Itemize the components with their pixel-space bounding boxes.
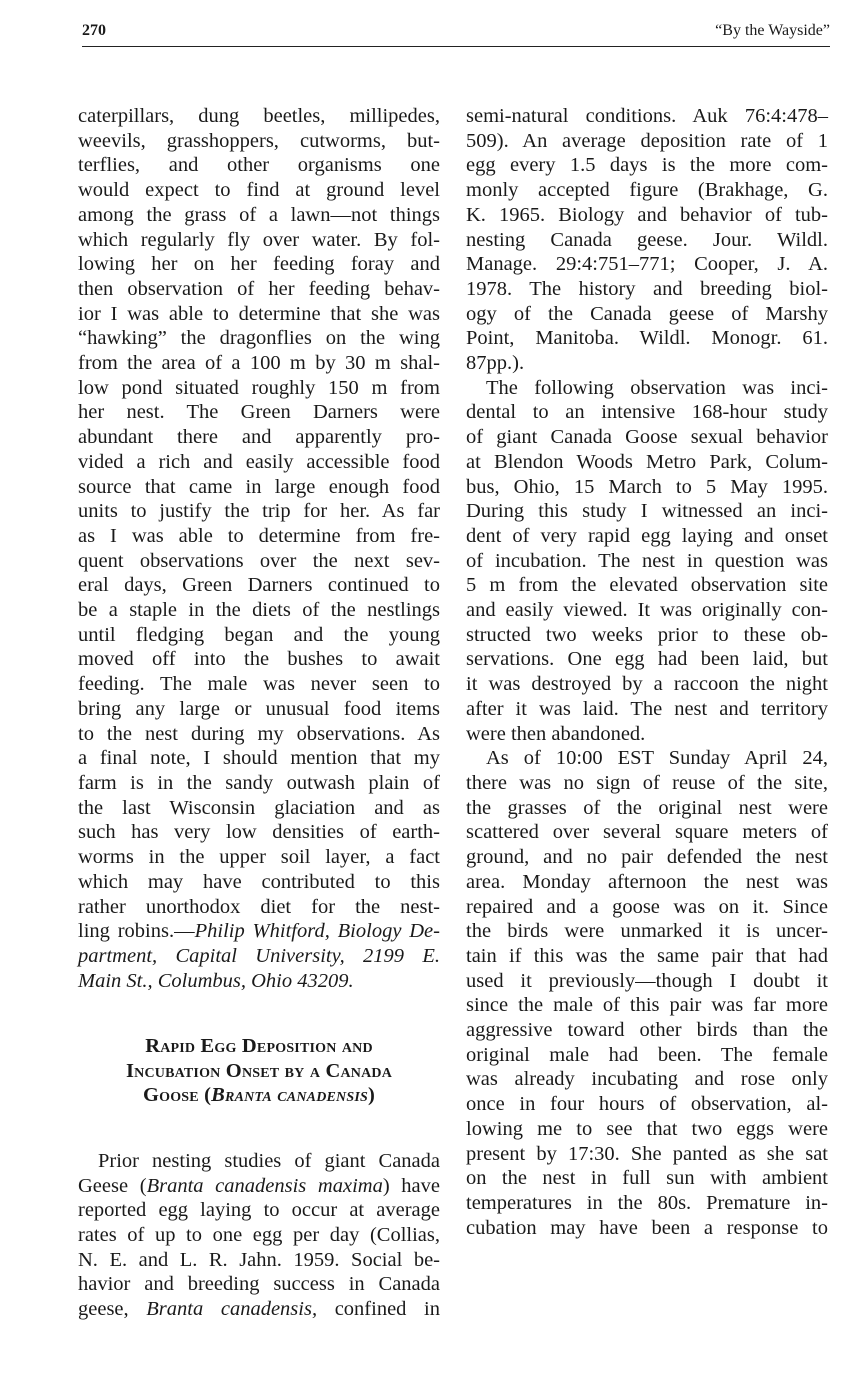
author-name: Philip Whitford, Biology De- — [194, 920, 440, 943]
text-line: of incubation. The nest in question was — [466, 549, 828, 572]
text-line: units to justify the trip for her. As far — [78, 500, 440, 523]
text-line: bus, Ohio, 15 March to 5 May 1995. — [466, 475, 828, 498]
text-line: it was destroyed by a raccoon the night — [466, 673, 828, 696]
text-line: lowing me to see that two eggs were — [466, 1117, 828, 1140]
heading-species: Branta canadensis — [211, 1084, 368, 1107]
text-line: egg every 1.5 days is the more com- — [466, 154, 828, 177]
heading-text: Goose ( — [142, 1084, 212, 1107]
text-line: low pond situated roughly 150 m from — [78, 376, 440, 399]
text-line: dent of very rapid egg laying and onset — [466, 524, 828, 547]
text-line: nesting Canada geese. Jour. Wildl. — [466, 228, 828, 251]
text-line: The following observation was inci- — [486, 376, 828, 399]
text-line: terflies, and other organisms one — [78, 154, 440, 177]
text-line: source that came in large enough food — [78, 475, 440, 498]
text-line: monly accepted figure (Brakhage, G. — [466, 179, 828, 202]
text-line: During this study I witnessed an inci- — [466, 500, 828, 523]
spacer — [78, 1018, 440, 1034]
signature-lead: ling robins.— — [78, 920, 195, 943]
page-header — [82, 20, 830, 47]
text-line: repaired and a goose was on it. Since — [466, 895, 828, 918]
left-column — [78, 104, 440, 1322]
text-line: structed two weeks prior to these ob- — [466, 623, 828, 646]
text-line: ogy of the Canada geese of Marshy — [466, 302, 828, 325]
text-line: abundant there and apparently pro- — [78, 426, 440, 449]
text-line: K. 1965. Biology and behavior of tub- — [466, 203, 828, 226]
text-line: once in four hours of observation, al- — [466, 1093, 828, 1116]
text-line: since the male of this pair was far more — [466, 994, 828, 1017]
text-line: cubation may have been a response to — [466, 1216, 828, 1239]
signature-line — [78, 944, 440, 969]
section-heading: Rapid Egg Deposition and — [145, 1035, 373, 1057]
text-line: Manage. 29:4:751–771; Cooper, J. A. — [466, 253, 828, 276]
text-line — [78, 1297, 440, 1322]
text-line: aggressive toward other birds than the — [466, 1019, 828, 1042]
text-line: and easily viewed. It was originally con- — [466, 599, 828, 622]
text-line: her nest. The Green Darners were — [78, 401, 440, 424]
author-address: Main St., Columbus, Ohio 43209. — [78, 969, 354, 992]
text-line: there was no sign of reuse of the site, — [466, 771, 828, 794]
text-run: confined in — [317, 1298, 440, 1321]
spacer — [78, 1133, 440, 1149]
text-line: vided a rich and easily accessible food — [78, 450, 440, 473]
spacer — [78, 1108, 440, 1133]
signature-line — [78, 969, 440, 994]
page-number: 270 — [82, 22, 106, 39]
heading-text: ) — [367, 1084, 376, 1107]
text-line: was already incubating and rose only — [466, 1068, 828, 1091]
text-run: Geese ( — [78, 1174, 147, 1197]
text-line: present by 17:30. She panted as she sat — [466, 1142, 828, 1165]
text-line: after it was laid. The nest and territory — [466, 697, 828, 720]
species-name: Branta canadensis maxima — [146, 1174, 383, 1197]
text-line: which regularly fly over water. By fol- — [78, 228, 440, 251]
text-line: area. Monday afternoon the nest was — [466, 870, 828, 893]
text-line: moved off into the bushes to await — [78, 648, 440, 671]
text-line: the grasses of the original nest were — [466, 796, 828, 819]
text-line: a final note, I should mention that my — [78, 747, 440, 770]
text-line: farm is in the sandy outwash plain of — [78, 771, 440, 794]
text-line: temperatures in the 80s. Premature in- — [466, 1191, 828, 1214]
text-run: ) have — [382, 1174, 441, 1197]
text-line: eral days, Green Darners continued to — [78, 574, 440, 597]
text-line: worms in the upper soil layer, a fact — [78, 846, 440, 869]
text-line: semi-natural conditions. Auk 76:4:478– — [466, 105, 828, 127]
text-line: the birds were unmarked it is uncer- — [466, 920, 828, 943]
text-line: reported egg laying to occur at average — [78, 1199, 440, 1222]
section-heading: Incubation Onset by a Canada — [125, 1059, 393, 1082]
text-line: servations. One egg had been laid, but — [466, 648, 828, 671]
text-line: the last Wisconsin glaciation and as — [78, 796, 440, 819]
text-line: original male had been. The female — [466, 1043, 828, 1066]
text-line: scattered over several square meters of — [466, 821, 828, 844]
text-line: ior I was able to determine that she was — [78, 302, 440, 325]
text-line: be a staple in the diets of the nestlings — [78, 599, 440, 622]
signature-line — [78, 919, 440, 944]
section-heading — [78, 1083, 440, 1108]
text-line: quent observations over the next sev- — [78, 549, 440, 572]
text-line: which may have contributed to this — [78, 870, 440, 893]
species-name: Branta canadensis, — [146, 1298, 318, 1321]
text-line: weevils, grasshoppers, cutworms, but- — [78, 129, 440, 152]
text-line: tain if this was the same pair that had — [466, 944, 828, 967]
text-run: geese, — [78, 1298, 147, 1321]
spacer — [78, 993, 440, 1018]
text-line — [78, 1174, 440, 1199]
text-line: such has very low densities of earth- — [78, 821, 440, 844]
text-line: Prior nesting studies of giant Canada — [98, 1149, 440, 1172]
text-line: until fledging began and the young — [78, 623, 440, 646]
text-line: of giant Canada Goose sexual behavior — [466, 426, 828, 449]
text-line: ground, and no pair defended the nest — [466, 846, 828, 869]
text-line: Point, Manitoba. Wildl. Monogr. 61. — [466, 327, 828, 350]
text-line: as I was able to determine from fre- — [78, 524, 440, 547]
text-line: used it previously—though I doubt it — [466, 969, 828, 992]
text-line: on the nest in full sun with ambient — [466, 1167, 828, 1190]
text-line: among the grass of a lawn—not things — [78, 203, 440, 226]
text-line: “hawking” the dragonflies on the wing — [78, 327, 440, 350]
text-line: 1978. The history and breeding biol- — [466, 277, 828, 300]
running-head: “By the Wayside” — [715, 22, 830, 39]
text-line: caterpillars, dung beetles, millipedes, — [78, 105, 440, 127]
text-line: to the nest during my observations. As — [78, 722, 440, 745]
text-line: rather unorthodox diet for the nest- — [78, 895, 440, 918]
text-line: from the area of a 100 m by 30 m shal- — [78, 352, 440, 375]
text-line: 5 m from the elevated observation site — [466, 574, 828, 597]
text-line: feeding. The male was never seen to — [78, 673, 440, 696]
author-affiliation: partment, Capital University, 2199 E. — [78, 944, 440, 967]
text-line: rates of up to one egg per day (Collias, — [78, 1223, 440, 1246]
text-line: N. E. and L. R. Jahn. 1959. Social be- — [78, 1248, 440, 1271]
text-line: were then abandoned. — [466, 722, 646, 745]
text-line: would expect to find at ground level — [78, 179, 440, 202]
text-line: at Blendon Woods Metro Park, Colum- — [466, 450, 828, 473]
right-column — [466, 104, 828, 1240]
text-line: bring any large or unusual food items — [78, 697, 440, 720]
text-line: havior and breeding success in Canada — [78, 1273, 440, 1296]
text-line: 87pp.). — [466, 352, 525, 375]
text-line: 509). An average deposition rate of 1 — [466, 129, 828, 152]
text-line: lowing her on her feeding foray and — [78, 253, 440, 276]
text-line: As of 10:00 EST Sunday April 24, — [486, 747, 828, 770]
text-line: dental to an intensive 168-hour study — [466, 401, 828, 424]
text-line: then observation of her feeding behav- — [78, 277, 440, 300]
